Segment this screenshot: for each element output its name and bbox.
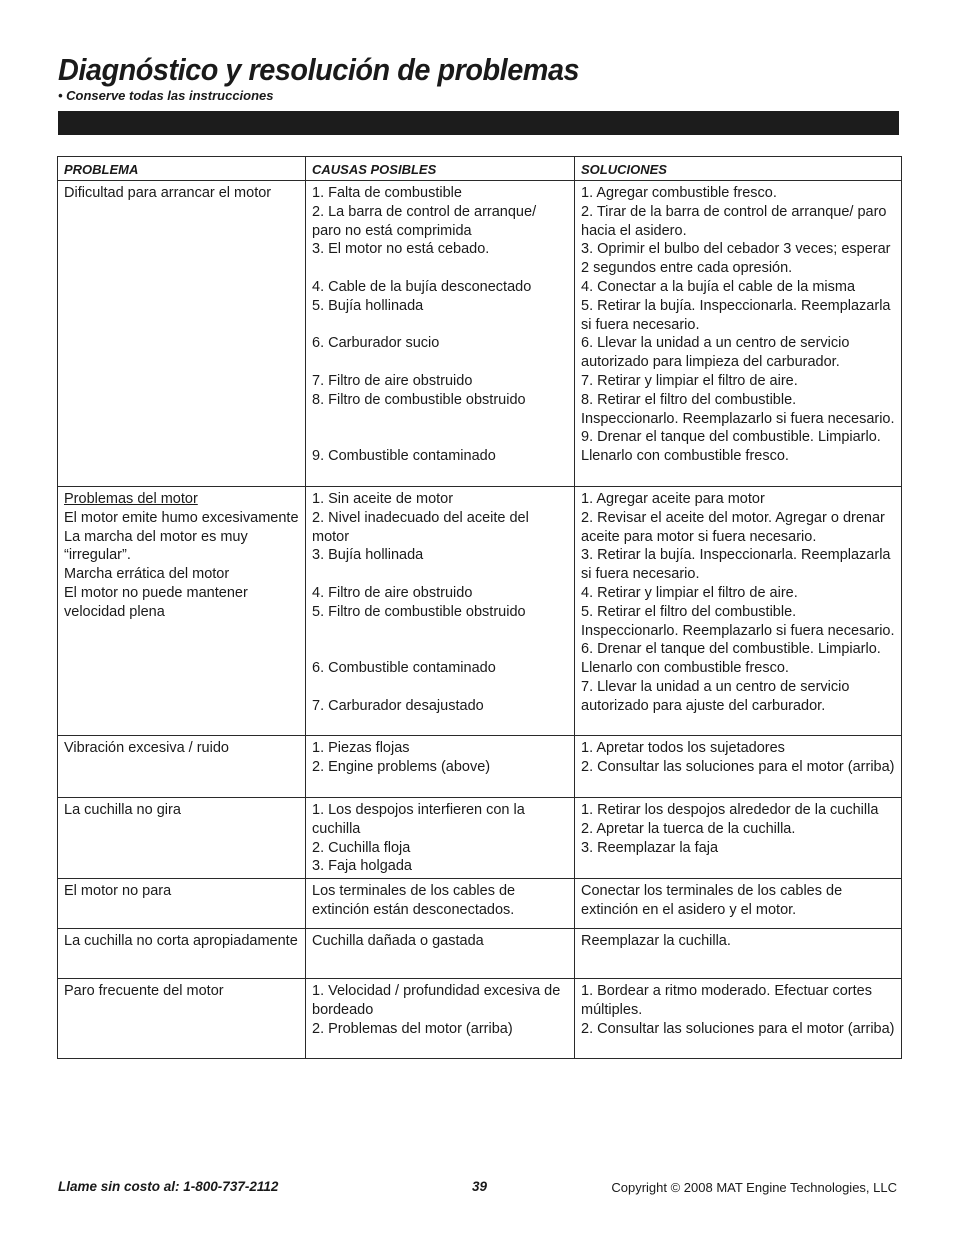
table-row [58,879,902,929]
causes-cell [306,979,575,1059]
solutions-cell [575,929,902,979]
solutions-text: 1. Agregar combustible fresco. 2. Tirar de la barra de control de arranque/ paro hacia el asidero. 3. Oprimir el bulbo del cebador 3 veces; esperar 2 segundos entre cada opresión. 4. Conectar a la bujía el cable de la misma 5. Retirar la bujía. Inspeccionarla. Reemplazarla si fuera necesario. 6. Llevar la unidad a un centro de servicio autorizado para limpieza del carburador. 7. Retirar y limpiar el filtro de aire. 8. Retirar el filtro del combustible. Inspeccionarlo. Reemplazarlo si fuera necesario. 9. Drenar el tanque del combustible. Limpiarlo. Llenarlo con combustible fresco. [581,185,895,465]
header-divider-bar [58,111,899,135]
solutions-cell [575,979,902,1059]
problem-text: El motor no para [64,883,172,900]
table-row [58,736,902,798]
solutions-cell [575,736,902,798]
causes-text: 1. Sin aceite de motor 2. Nivel inadecuado del aceite del motor 3. Bujía hollinada 4. Filtro de aire obstruido 5. Filtro de combustible obstruido 6. Combustible contaminado 7. Carburador desajustado [312,491,529,714]
page-number: 39 [472,1179,488,1194]
causes-cell [306,487,575,736]
causes-text: 1. Los despojos interfieren con la cuchilla 2. Cuchilla floja 3. Faja holgada [312,802,525,875]
solutions-text: Reemplazar la cuchilla. [581,933,731,950]
problem-text: Vibración excesiva / ruido [64,740,229,756]
problem-heading: Problemas del motor [64,491,198,507]
problem-cell [58,736,306,798]
problem-cell [58,879,306,929]
solutions-text: 1. Apretar todos los sujetadores 2. Consultar las soluciones para el motor (arriba) [581,740,895,775]
causes-cell [306,181,575,487]
page-subtitle: • Conserve todas las instrucciones [58,88,274,103]
table-row [58,181,902,487]
column-header-solutions: SOLUCIONES [575,157,902,181]
problem-cell [58,487,306,736]
solutions-cell [575,879,902,929]
causes-text: 1. Falta de combustible 2. La barra de control de arranque/ paro no está comprimida 3. El motor no está cebado. 4. Cable de la bujía desconectado 5. Bujía hollinada 6. Carburador sucio 7. Filtro de aire obstruido 8. Filtro de combustible obstruido 9. Combustible contaminado [312,185,537,465]
causes-cell [306,929,575,979]
problem-cell [58,798,306,879]
causes-cell [306,798,575,879]
solutions-cell [575,798,902,879]
column-header-causes: CAUSAS POSIBLES [306,157,575,181]
causes-text: Cuchilla dañada o gastada [312,933,484,950]
causes-text: 1. Velocidad / profundidad excesiva de bordeado 2. Problemas del motor (arriba) [312,983,561,1037]
problem-cell [58,979,306,1059]
problem-text: Paro frecuente del motor [64,983,224,1000]
solutions-cell [575,181,902,487]
page-title: Diagnóstico y resolución de problemas [58,52,580,87]
causes-text: 1. Piezas flojas 2. Engine problems (above) [312,740,491,775]
column-header-problem: PROBLEMA [58,157,306,181]
problem-text: La cuchilla no corta apropiadamente [64,933,298,950]
troubleshooting-table [57,156,902,1059]
causes-cell [306,879,575,929]
problem-text: Dificultad para arrancar el motor [64,185,272,201]
toll-free-phone: Llame sin costo al: 1-800-737-2112 [58,1179,279,1194]
solutions-text: Conectar los terminales de los cables de extinción en el asidero y el motor. [581,883,843,918]
table-header-row [58,157,902,181]
solutions-text: 1. Bordear a ritmo moderado. Efectuar cortes múltiples. 2. Consultar las soluciones para el motor (arriba) [581,983,895,1037]
solutions-text: 1. Retirar los despojos alrededor de la cuchilla 2. Apretar la tuerca de la cuchilla. 3. Reemplazar la faja [581,802,879,856]
table-row [58,487,902,736]
problem-cell [58,929,306,979]
solutions-text: 1. Agregar aceite para motor 2. Revisar el aceite del motor. Agregar o drenar aceite para motor si fuera necesario. 3. Retirar la bujía. Inspeccionarla. Reemplazarla si fuera necesario. 4. Retirar y limpiar el filtro de aire. 5. Retirar el filtro del combustible. Inspeccionarlo. Reemplazarlo si fuera necesario. 6. Drenar el tanque del combustible. Limpiarlo. Llenarlo con combustible fresco. 7. Llevar la unidad a un centro de servicio autorizado para ajuste del carburador. [581,491,895,714]
problem-cell [58,181,306,487]
solutions-cell [575,487,902,736]
copyright-notice: Copyright © 2008 MAT Engine Technologies, LLC [611,1180,897,1195]
problem-text: El motor emite humo excesivamente La marcha del motor es muy “irregular”. Marcha errática del motor El motor no puede mantener velocidad plena [64,509,299,620]
causes-cell [306,736,575,798]
table-row [58,798,902,879]
problem-text: La cuchilla no gira [64,802,181,818]
table-row [58,979,902,1059]
table-row [58,929,902,979]
causes-text: Los terminales de los cables de extinción están desconectados. [312,883,516,918]
